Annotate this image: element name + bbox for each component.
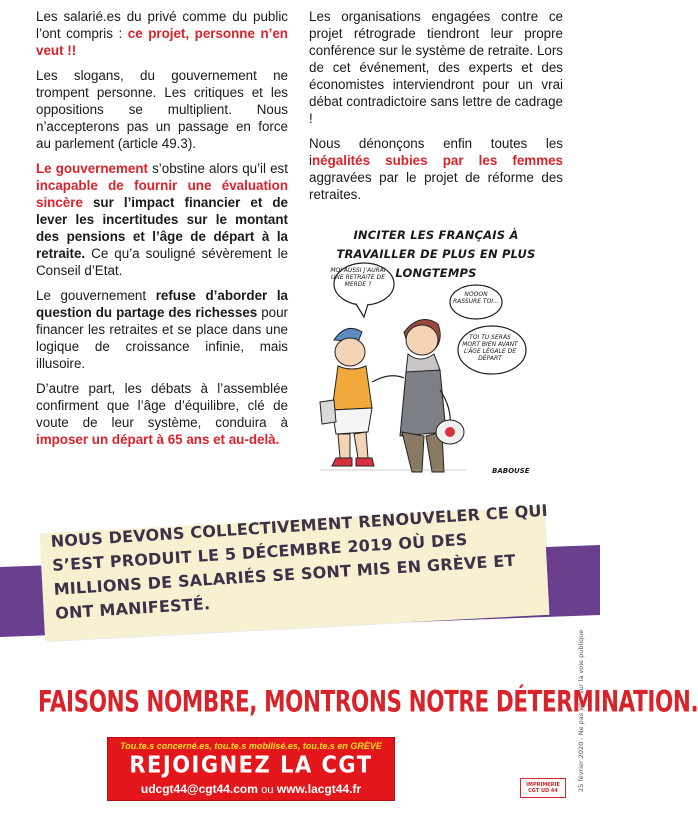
text: pour financer les retraites et se place dans une logique de croissance infinie, mais illusoire. [36,305,288,371]
cta-title: REJOIGNEZ LA CGT [129,751,373,779]
highlight-text: Le gouvernement [36,161,148,176]
paragraph-government-evaluation [36,160,288,279]
bold-text: refuse d’aborder la question du partage des richesses [36,288,288,320]
paragraph-retirement-age [36,380,288,448]
cta-box [107,737,395,801]
text: Nous dénonçons enfin toutes les i [309,136,563,168]
stamp-line-2: CGT UD 44 [528,788,558,794]
cartoon-signature: BABOUSE [492,467,530,475]
paragraph-women-inequalities [309,135,563,203]
highlight-text: négalités subies par les femmes [311,153,563,168]
text: Les salarié.es du privé comme du public l’ont compris : [36,9,288,41]
text: Ce qu’a souligné sévèrement le Conseil d’Etat. [36,246,288,278]
left-column [36,8,288,456]
cta-contact [108,782,394,796]
email-link[interactable]: udcgt44@cgt44.com [140,782,258,796]
speech-bubble-left: MOI AUSSI J’AURAI UNE RETRAITE DE MERDE ? [330,267,386,288]
paragraph-slogans: Les slogans, du gouvernement ne trompent personne. Les critiques et les oppositions se multiplient. Nous n’accepterons pas un passage en force au parlement (article 49.3). [36,68,288,151]
banner-text: NOUS DEVONS COLLECTIVEMENT RENOUVELER CE QUI S’EST PRODUIT LE 5 DÉCEMBRE 2019 OÙ DES MILLIONS DE SALARIÉS SE SONT MIS EN GRÈVE ET ONT MANIFESTÉ. [50,500,549,623]
highlight-text: ce projet, personne n’en veut !! [36,26,288,58]
right-column [309,8,563,211]
cartoon-title: INCITER LES FRANÇAIS À TRAVAILLER DE PLUS EN PLUS LONGTEMPS [336,228,536,280]
text: aggravées par le projet de réforme des retraites. [309,170,563,202]
speech-bubble-right-2: TOI TU SERAS MORT BIEN AVANT L’ÂGE LÉGALE DE DÉPART [462,334,518,362]
paragraph-public-opinion [36,8,288,59]
website-link[interactable]: www.lacgt44.fr [276,782,362,796]
stamp-line-1: IMPRIMERIE [526,782,560,788]
bold-text: sur l’impact financier et de lever les incertitudes sur le montant des pensions et l’âge de départ à la retraite. [36,195,288,261]
text: s’obstine alors qu’il est [148,161,288,176]
printer-stamp [520,778,566,798]
headline: FAISONS NOMBRE, MONTRONS NOTRE DÉTERMINATION. [38,686,698,720]
cta-tagline: Tou.te.s concerné.es, tou.te.s mobilisé.es, tou.te.s en GRÈVE [120,741,382,751]
separator-text: ou [261,784,274,796]
side-note: 25 février 2020 - Ne pas jeter sur la voie publique [577,629,585,792]
text: Le gouvernement [36,288,156,303]
speech-bubble-right-1: NOOON RASSURE TOI… [452,291,500,305]
text: D’autre part, les débats à l’assemblée confirment que l’âge d’équilibre, clé de voute de leur système, conduira à [36,381,288,430]
cartoon-illustration [316,222,556,484]
highlight-text: imposer un départ à 65 ans et au-delà. [36,432,280,447]
paragraph-wealth-sharing [36,287,288,372]
paragraph-conference: Les organisations engagées contre ce projet rétrograde tiendront leur propre conférence sur le système de retraite. Lors de cet événement, des experts et des économistes interviendront pour un vrai débat contradictoire sans lettre de cadrage ! [309,9,563,126]
highlight-text: incapable de fournir une évaluation sincère [36,178,288,210]
